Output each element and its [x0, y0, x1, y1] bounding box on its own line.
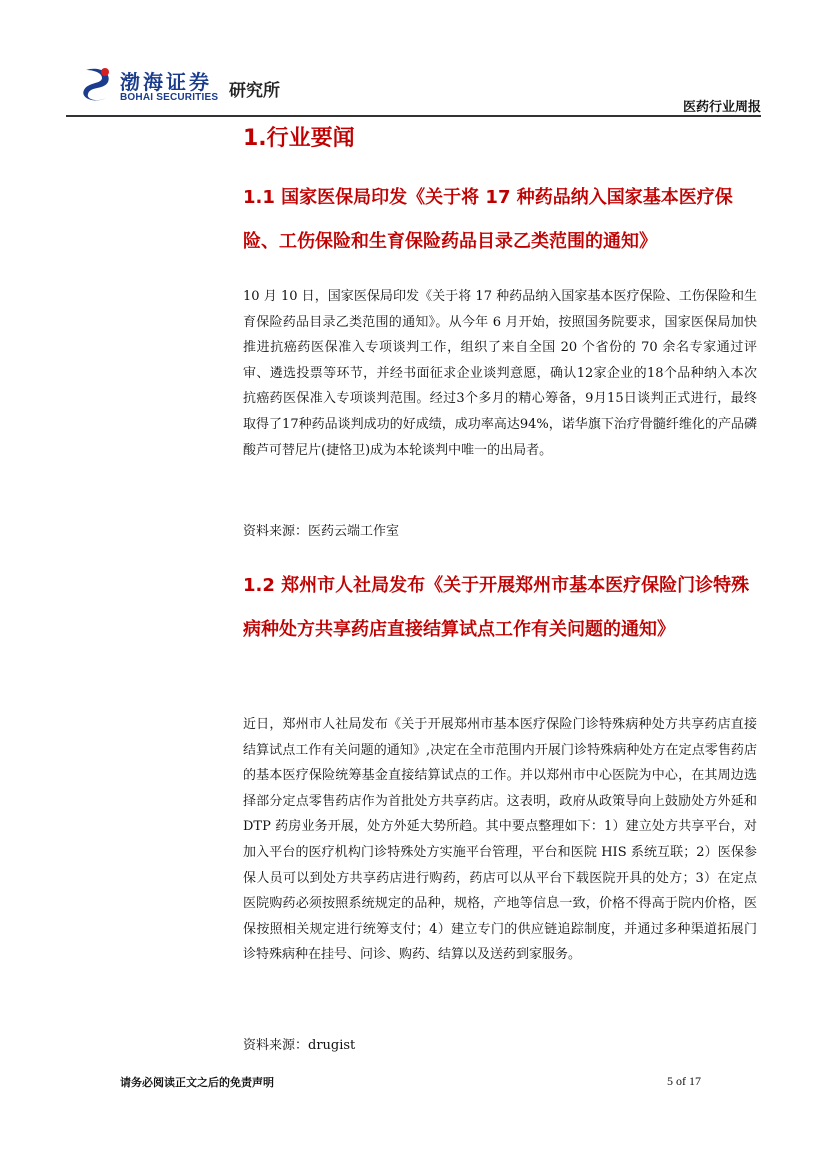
page-header — [0, 0, 827, 120]
news-2-title: 1.2 郑州市人社局发布《关于开展郑州市基本医疗保险门诊特殊病种处方共享药店直接结算试点工作有关问题的通知》 — [243, 575, 750, 640]
brand-name-chinese: 渤海证券 — [120, 70, 212, 94]
institute-label: 研究所 — [229, 81, 280, 101]
news-2-body: 近日，郑州市人社局发布《关于开展郑州市基本医疗保险门诊特殊病种处方共享药店直接结算试点工作有关问题的通知》,决定在全市范围内开展门诊特殊病种处方在定点零售药店的基本医疗保险统筹基金直接结算试点的工作。并以郑州市中心医院为中心，在其周边选择部分定点零售药店作为首批处方共享药店。这表明，政府从政策导向上鼓励处方外延和 DTP 药房业务开展，处方外延大势所趋。其中要点整理如下：1）建立处方共享平台，对加入平台的医疗机构门诊特殊处方实施平台管理，平台和医院 HIS 系统互联；2）医保参保人员可以到处方共享药店进行购药，药店可以从平台下载医院开具的处方；3）在定点医院购药必须按照系统规定的品种，规格，产地等信息一致，价格不得高于院内价格，医保按照相关规定进行统筹支付；4）建立专门的供应链追踪制度，并通过多种渠道拓展门诊特殊病种在挂号、问诊、购药、结算以及送药到家服务。 — [243, 717, 757, 963]
bohai-logo-icon — [80, 66, 114, 102]
news-1-title: 1.1 国家医保局印发《关于将 17 种药品纳入国家基本医疗保险、工伤保险和生育保险药品目录乙类范围的通知》 — [243, 187, 733, 252]
section-title: 1.行业要闻 — [243, 126, 355, 151]
header-divider — [66, 115, 761, 117]
page-number: 5 of 17 — [667, 1074, 701, 1088]
footer-disclaimer: 请务必阅读正文之后的免责声明 — [120, 1076, 274, 1089]
news-2-source: 资料来源：drugist — [243, 1038, 356, 1053]
brand-name-english: BOHAI SECURITIES — [120, 92, 219, 103]
report-type-label: 医药行业周报 — [682, 100, 761, 115]
news-1-body: 10 月 10 日，国家医保局印发《关于将 17 种药品纳入国家基本医疗保险、工伤保险和生育保险药品目录乙类范围的通知》。从今年 6 月开始，按照国务院要求，国家医保局加快推进抗癌药医保准入专项谈判工作，组织了来自全国 20 个省份的 70 余名专家通过评审、遴选投票等环节，并经书面征求企业谈判意愿，确认12家企业的18个品种纳入本次抗癌药医保准入专项谈判范围。经过3个多月的精心筹备，9月15日谈判正式进行，最终取得了17种药品谈判成功的好成绩，成功率高达94%，诺华旗下治疗骨髓纤维化的产品磷酸芦可替尼片(捷恪卫)成为本轮谈判中唯一的出局者。 — [243, 289, 757, 458]
news-1-source: 资料来源：医药云端工作室 — [243, 524, 400, 539]
